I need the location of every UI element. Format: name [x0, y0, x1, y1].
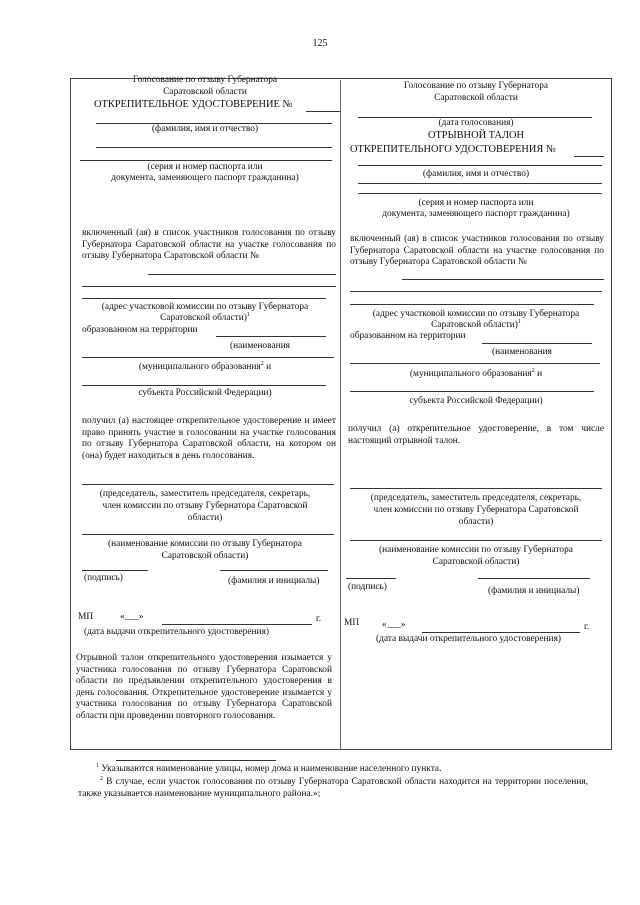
right-issue-day: «___»: [382, 620, 406, 630]
right-name-caption: (фамилия, имя и отчество): [422, 169, 530, 179]
left-precinct-number-field[interactable]: [148, 274, 336, 275]
left-subject-field[interactable]: [82, 385, 326, 386]
left-initials-caption: (фамилия и инициалы): [228, 576, 320, 586]
right-certificate-number-field[interactable]: [574, 156, 604, 157]
right-signature-caption: (подпись): [348, 582, 387, 592]
right-stub-title-1: ОТРЫВНОЙ ТАЛОН: [427, 130, 525, 141]
right-commission-caption-1: (наименование комиссии по отзыву Губернатора: [379, 545, 573, 555]
stub-removal-note: Отрывной талон открепительного удостоверения изымается у участника голосования по отзыву Губернатора Саратовской области по предъявлении открепительного удостоверения в день голосования. Открепительное удостоверение изымается у участника голосования по отзыву Губернатора Саратовской области при проведении повторного голосования.: [76, 653, 332, 721]
left-passport-field-2[interactable]: [80, 160, 332, 161]
left-commission-field[interactable]: [82, 534, 334, 535]
right-municipal-caption: (муниципального образования$^2$ и: [409, 367, 543, 379]
right-issue-date-caption: (дата выдачи открепительного удостоверения): [376, 634, 561, 644]
right-commission-field[interactable]: [350, 540, 602, 541]
right-commission-caption-2: Саратовской области): [432, 557, 520, 567]
right-header-line1: Голосование по отзыву Губернатора: [403, 81, 549, 91]
right-passport-caption-1: (серия и номер паспорта или: [418, 198, 534, 208]
right-address-field-1[interactable]: [350, 291, 602, 292]
right-initials-caption: (фамилия и инициалы): [488, 586, 580, 596]
left-received-text: получил (а) настоящее открепительное удостоверение и имеет право принять участие в голосовании на участке голосования по отзыву Губернатора Саратовской области, на котором он (она) будет находиться в день голосования.: [82, 416, 336, 461]
left-certificate-title: ОТКРЕПИТЕЛЬНОЕ УДОСТОВЕРЕНИЕ №: [94, 99, 293, 110]
left-initials-field[interactable]: [220, 570, 328, 571]
left-certificate-number-field[interactable]: [306, 111, 340, 112]
left-official-field[interactable]: [82, 484, 334, 485]
footnote-2: $^2$ В случае, если участок голосования по отзыву Губернатора Саратовской области находится на территории поселения, также указывается наименование муниципального района.»;: [78, 775, 588, 799]
right-territory-field[interactable]: [482, 343, 592, 344]
right-subject-caption: субъекта Российской Федерации): [409, 396, 543, 406]
right-stub-title-2: ОТКРЕПИТЕЛЬНОГО УДОСТОВЕРЕНИЯ №: [350, 144, 556, 155]
right-header-line2: Саратовской области: [434, 93, 518, 103]
left-passport-field-1[interactable]: [96, 147, 332, 148]
right-passport-field-2[interactable]: [358, 193, 602, 194]
right-name-field[interactable]: [358, 165, 602, 166]
right-subject-field[interactable]: [350, 391, 594, 392]
right-received-text: получил (а) открепительное удостоверение, в том числе настоящий отрывной талон.: [348, 424, 604, 446]
left-address-field-2[interactable]: [82, 298, 326, 299]
footnote-1: $^1$ Указываются наименование улицы, номер дома и наименование населенного пункта.: [96, 762, 442, 774]
right-passport-caption-2: документа, заменяющего паспорт гражданина): [382, 209, 570, 219]
left-issue-date-caption: (дата выдачи открепительного удостоверения): [84, 627, 269, 637]
right-chair-caption-2: член комиссии по отзыву Губернатора Саратовской: [373, 505, 579, 515]
right-issue-year-mark: г.: [584, 622, 590, 632]
left-address-caption-2: Саратовской области)$^1$: [160, 311, 250, 323]
right-initials-field[interactable]: [478, 578, 590, 579]
right-municipal-field[interactable]: [350, 363, 600, 364]
right-precinct-number-field[interactable]: [402, 279, 604, 280]
left-issue-day: «___»: [120, 612, 144, 622]
footnote-separator: [116, 760, 276, 761]
right-chair-caption-1: (председатель, заместитель председателя, секретарь,: [370, 493, 582, 503]
right-address-caption-2: Саратовской области)$^1$: [431, 318, 521, 330]
left-municipal-field[interactable]: [82, 357, 334, 358]
left-seal-mark: МП: [78, 612, 94, 622]
right-included-text: включенный (ая) в список участников голосования по отзыву Губернатора Саратовской области на участке голосования по отзыву Губернатора Саратовской области №: [350, 234, 604, 268]
left-passport-caption-2: документа, заменяющего паспорт гражданина): [111, 173, 299, 183]
left-address-caption-1: (адрес участковой комиссии по отзыву Губернатора: [101, 302, 309, 312]
left-header-line1: Голосование по отзыву Губернатора: [132, 75, 278, 85]
left-chair-caption-3: области): [187, 513, 223, 523]
right-chair-caption-3: области): [458, 517, 494, 527]
tear-off-divider: [340, 80, 341, 750]
right-vote-date-caption: (дата голосования): [438, 118, 514, 128]
right-passport-field-1[interactable]: [358, 183, 602, 184]
left-name-caption: (фамилия, имя и отчество): [151, 124, 259, 134]
left-formed-label: образованном на территории: [82, 325, 198, 335]
right-address-field-2[interactable]: [350, 304, 594, 305]
left-subject-caption: субъекта Российской Федерации): [138, 388, 272, 398]
left-included-text: включенный (ая) в список участников голосования по отзыву Губернатора Саратовской области на участке голосования по отзыву Губернатора Саратовской области №: [82, 228, 336, 262]
right-naming-caption: (наименования: [492, 347, 552, 357]
left-signature-caption: (подпись): [84, 573, 123, 583]
left-chair-caption-2: член комиссии по отзыву Губернатора Саратовской: [102, 501, 308, 511]
left-header-line2: Саратовской области: [163, 87, 247, 97]
left-naming-caption: (наименования: [230, 341, 290, 351]
left-territory-field[interactable]: [216, 336, 326, 337]
left-signature-field[interactable]: [82, 570, 148, 571]
right-address-caption-1: (адрес участковой комиссии по отзыву Губернатора: [372, 309, 580, 319]
left-commission-caption-2: Саратовской области): [161, 551, 249, 561]
left-address-field-1[interactable]: [82, 286, 336, 287]
right-issue-date-field[interactable]: [422, 632, 580, 633]
right-seal-mark: МП: [344, 618, 360, 628]
left-passport-caption-1: (серия и номер паспорта или: [147, 162, 263, 172]
right-signature-field[interactable]: [346, 578, 396, 579]
left-commission-caption-1: (наименование комиссии по отзыву Губернатора: [108, 539, 302, 549]
page-number: 125: [312, 38, 328, 49]
right-formed-label: образованном на территории: [350, 331, 466, 341]
left-municipal-caption: (муниципального образования$^2$ и: [138, 360, 272, 372]
left-chair-caption-1: (председатель, заместитель председателя, секретарь,: [99, 489, 311, 499]
left-issue-date-field[interactable]: [162, 624, 312, 625]
left-issue-year-mark: г.: [316, 614, 322, 624]
right-official-field[interactable]: [350, 488, 602, 489]
footnotes: [96, 763, 566, 775]
